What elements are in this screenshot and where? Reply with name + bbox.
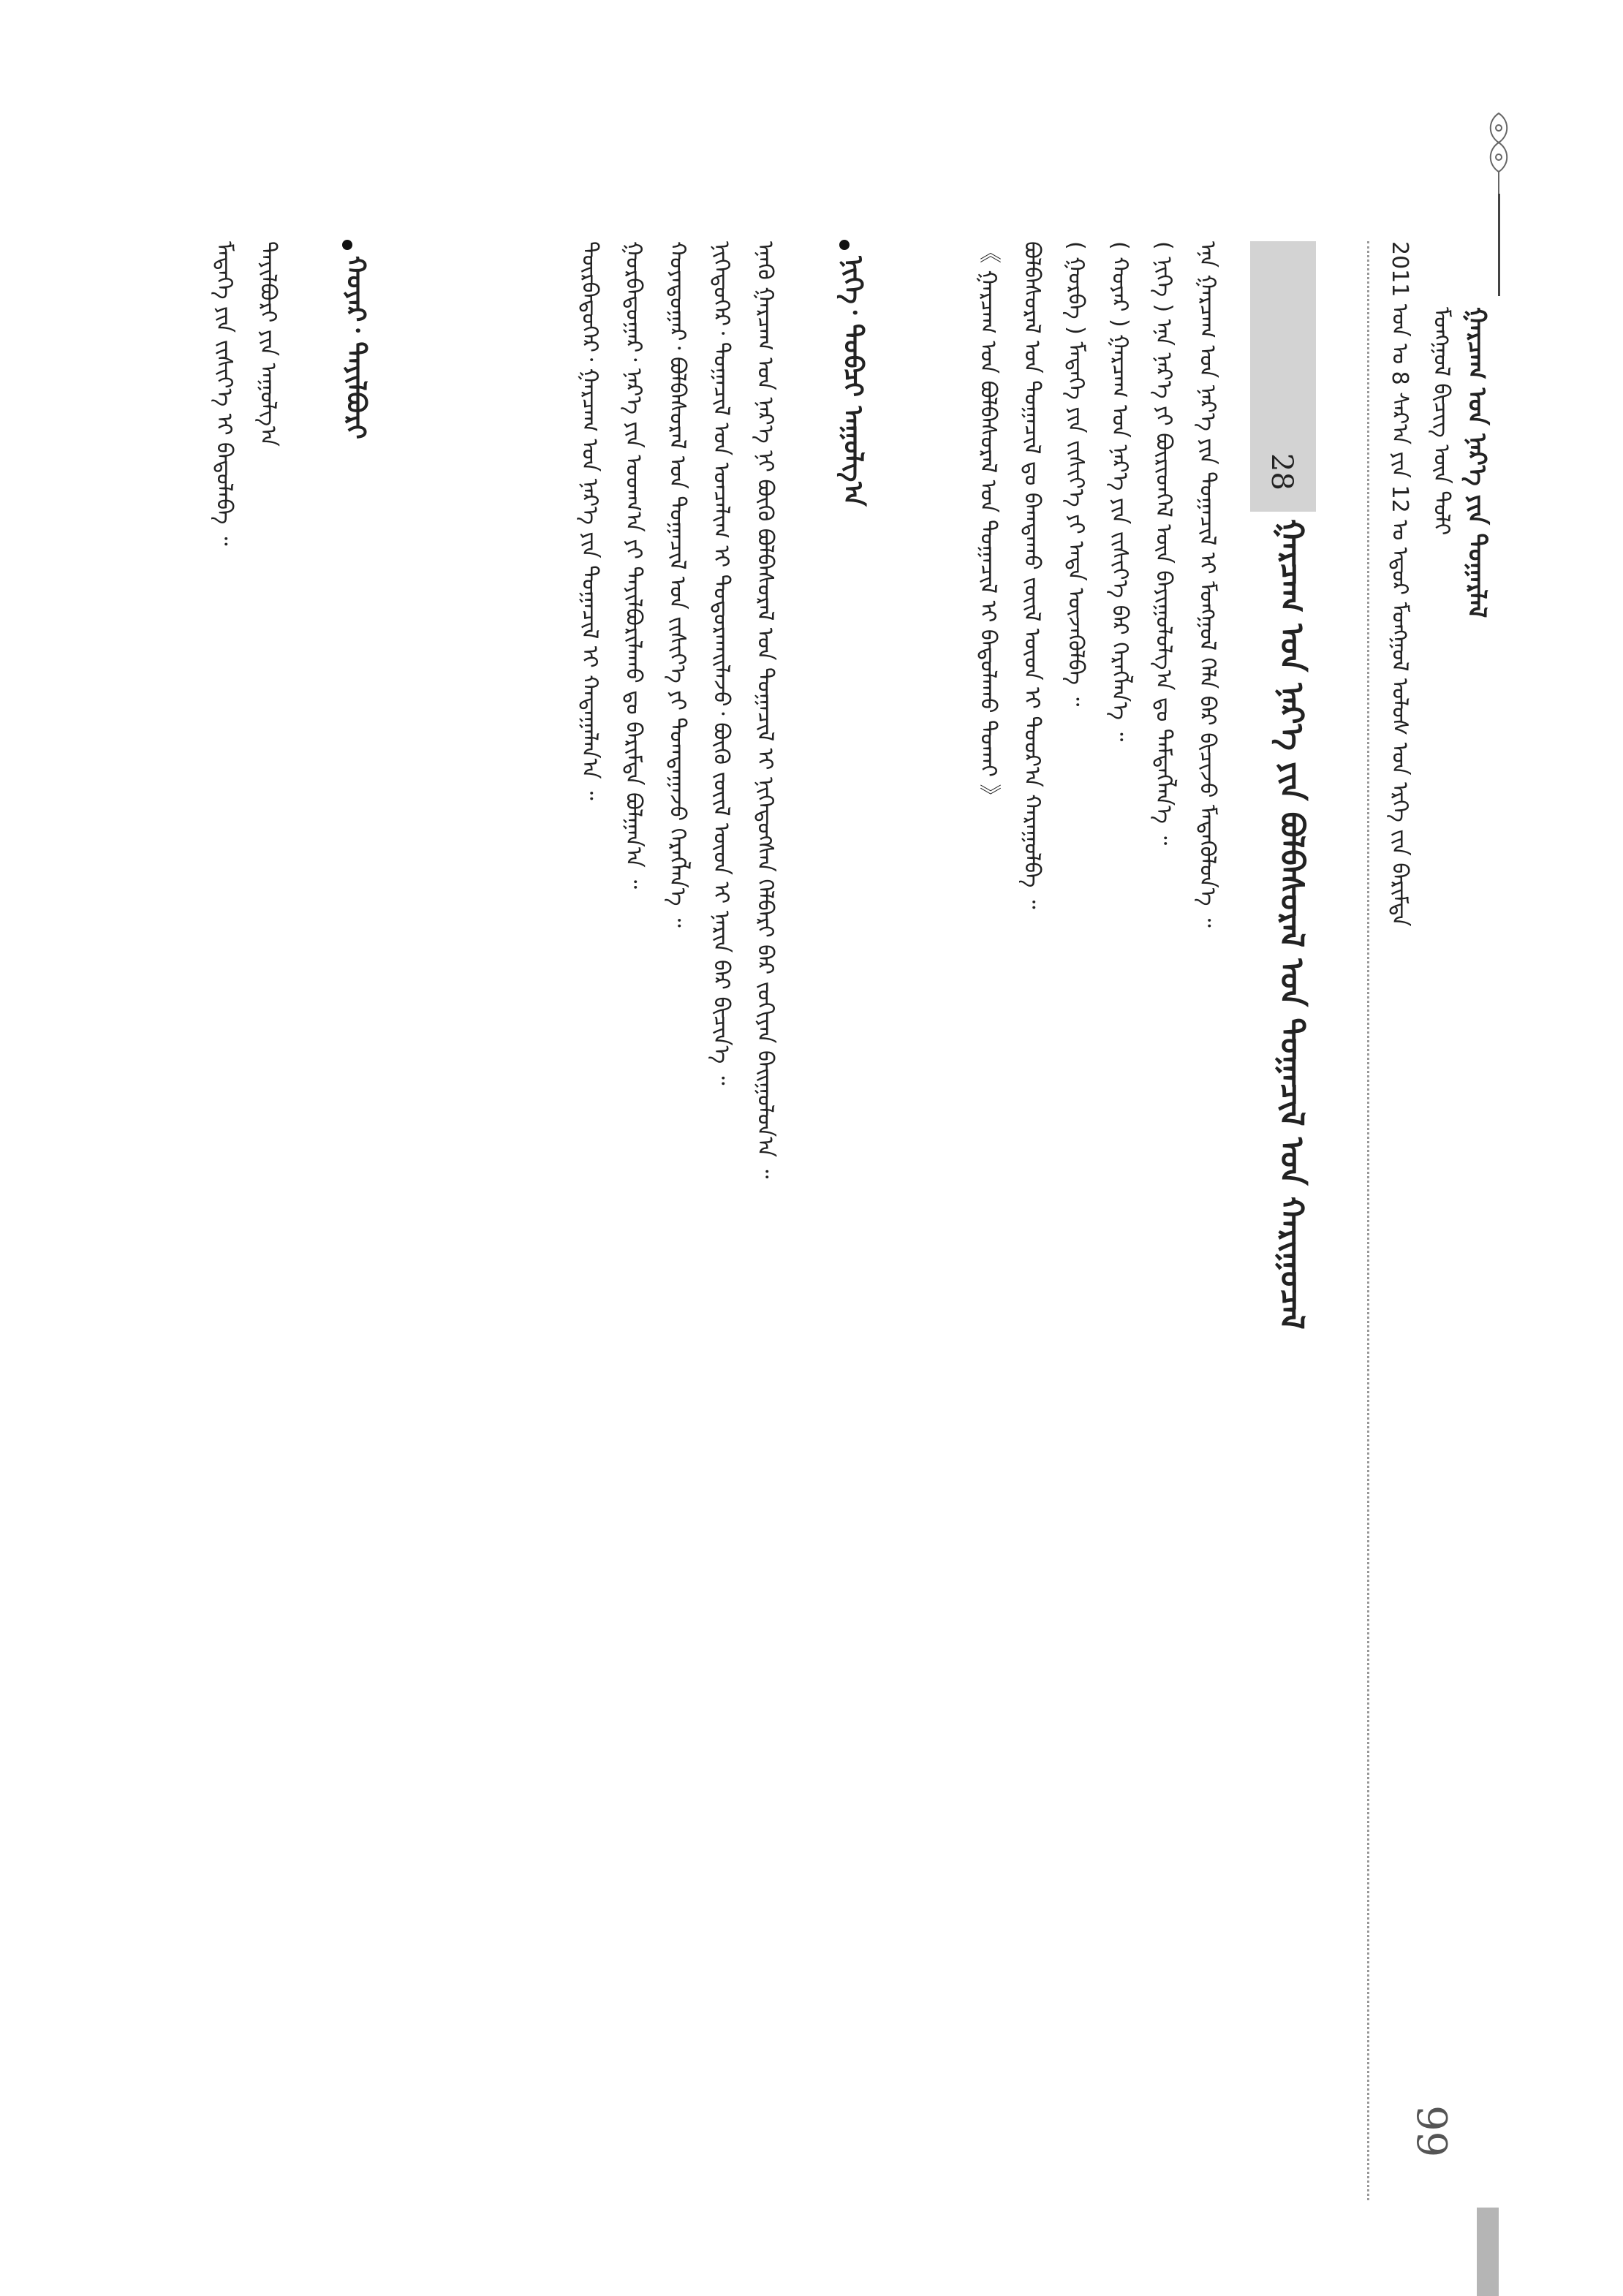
running-subtitle: ᠮᠣᠩᠭᠣᠯ ᠪᠢᠴᠢᠭ᠌ ᠦᠨ ᠲᠣᠯᠢ <box>1429 307 1454 536</box>
intro-line: 《 ᠭᠠᠷᠴᠠᠭ ᠤᠨ ᠪᠣᠯᠪᠠᠰᠤᠷᠠᠯ ᠤᠨ ᠲᠣᠭᠠᠴᠢᠯ ᠢ ᠪᠠᠲᠤᠯᠠᠬᠤ ᠲᠤᠬᠠᠢ 》 <box>975 241 1001 806</box>
paragraph-line: ᠭᠤᠷᠪᠠᠳᠤᠭᠠᠷ᠂ ᠨᠡᠷ᠎ᠡ ᠶᠢᠨ ᠤᠳᠬ᠎ᠠ ᠶᠢ ᠲᠠᠶᠢᠯᠪᠤᠷᠢᠯᠠᠬᠤ ᠳᠤ ᠪᠠᠷᠢᠮᠲᠠ ᠪᠣᠯᠭᠠᠨ᠎ᠠ ᠃ <box>621 241 646 889</box>
page-edge-tab <box>1477 2208 1499 2296</box>
date-line: 2011 ᠣᠨ ᠤ 8 ᠰᠠᠷ᠎ᠠ ᠶᠢᠨ 12 ᠤ ᠡᠳᠦᠷ ᠮᠣᠩᠭᠣᠯ ᠤᠯᠤᠰ ᠤᠨ ᠡᠷᠬᠡ ᠵᠢᠨ ᠪᠠᠷᠢᠮᠲᠠ <box>1387 241 1412 927</box>
paragraph-line: ᠨᠢᠭᠡᠳᠦᠭᠡᠷ᠂ ᠲᠣᠭᠠᠴᠢᠯ ᠤᠨ ᠣᠨᠴᠠᠯᠢᠭ ᠢ ᠲᠣᠳᠣᠷᠬᠠᠢᠯᠠᠵᠤ᠂ ᠪᠦᠬᠦ ᠵᠦᠢᠯ ᠦᠳ ᠢ ᠨᠠᠷᠢᠨ ᠪᠠᠷ ᠪᠢᠴᠢᠨ᠎ᠡ ᠃ <box>708 241 734 1086</box>
paragraph-line: ᠮᠡᠳᠡᠭᠡ ᠶᠢᠨ ᠵᠢᠱᠢᠶ᠎ᠡ ᠢ ᠪᠠᠲᠤᠯᠠᠪᠠ ᠃ <box>211 241 237 546</box>
header-ornament-icon <box>1484 110 1513 197</box>
section-bullet <box>839 240 850 250</box>
intro-line: ( ᠬᠣᠶᠠᠷ ) ᠭᠠᠷᠴᠠᠭ ᠤᠨ ᠨᠡᠷ᠎ᠡ ᠶᠢᠨ ᠵᠢᠱᠢᠶ᠎ᠡ ᠪᠡᠷ ᠬᠡᠷᠡᠭᠯᠡᠨ᠎ᠡ ᠃ <box>1107 241 1132 742</box>
header-rule <box>1498 194 1500 296</box>
intro-line: ( ᠨᠢᠭᠡ ) ᠡᠨᠡ ᠨᠡᠷ᠎ᠡ ᠶᠢ ᠪᠦᠷᠢᠳᠬᠡᠯ ᠦᠨ ᠪᠠᠶᠢᠭᠤᠯᠤᠯᠭ᠎ᠠ ᠳᠤ ᠲᠡᠮᠳᠡᠭᠯᠡᠨ᠎ᠡ ᠃ <box>1151 241 1176 846</box>
intro-line: ᠪᠣᠯᠪᠠᠰᠤᠷᠠᠯ ᠤᠨ ᠲᠣᠭᠠᠴᠢᠯ ᠳᠤ ᠪᠠᠭᠳᠠᠬᠤ ᠵᠦᠢᠯ ᠦᠳ ᠢ ᠳᠣᠣᠷ᠎ᠠ ᠬᠠᠷᠠᠭᠤᠯᠪᠠ ᠃ <box>1019 241 1045 909</box>
intro-line: ( ᠭᠤᠷᠪᠠ ) ᠮᠡᠳᠡᠭᠡ ᠶᠢᠨ ᠵᠢᠱᠢᠶ᠎ᠡ ᠶᠢ ᠡᠨᠳᠡ ᠦᠵᠡᠭᠦᠯᠪᠡ ᠃ <box>1063 241 1089 707</box>
paragraph-line: ᠲᠠᠶᠢᠯᠪᠤᠷᠢ ᠶᠢᠨ ᠠᠭᠤᠯᠭ᠎ᠠ <box>255 241 281 447</box>
article-number: 28 <box>1265 453 1298 490</box>
page-number: 99 <box>1407 2105 1455 2158</box>
running-title: ᠭᠠᠷᠴᠠᠭ ᠤᠨ ᠨᠡᠷ᠎ᠡ ᠶᠢᠨ ᠳᠤᠭᠠᠷᠯᠠᠯ <box>1462 307 1491 618</box>
paragraph-line: ᠡᠨᠡᠬᠦ ᠭᠠᠷᠴᠠᠭ ᠤᠨ ᠨᠡᠷ᠎ᠡ ᠨᠢ ᠪᠦᠬᠦ ᠪᠣᠯᠪᠠᠰᠤᠷᠠᠯ ᠤᠨ ᠲᠣᠭᠠᠴᠢᠯ ᠢ ᠨᠢᠭᠡᠳᠦᠭᠰᠡᠨ ᠬᠡᠯᠪᠡᠷᠢ ᠪᠡᠷ ᠵᠣᠬᠢᠶᠠᠨ ᠪᠠᠢᠭᠤᠯᠤᠨ᠎ᠠ ᠃ <box>752 241 778 1179</box>
header-separator <box>1367 241 1369 2200</box>
section-heading: ᠬᠣᠶᠠᠷ᠂ ᠲᠠᠶᠢᠯᠪᠤᠷᠢ <box>341 256 371 439</box>
paragraph-line: ᠬᠣᠶᠠᠳᠤᠭᠠᠷ᠂ ᠪᠣᠯᠪᠠᠰᠤᠷᠠᠯ ᠤᠨ ᠲᠣᠭᠠᠴᠢᠯ ᠤᠨ ᠵᠢᠱᠢᠶ᠎ᠡ ᠶᠢ ᠲᠣᠭᠲᠠᠭᠠᠵᠤ ᠬᠡᠷᠡᠭᠯᠡᠨ᠎ᠡ ᠃ <box>665 241 690 928</box>
intro-line: ᠡᠨᠡ ᠭᠠᠷᠴᠠᠭ ᠤᠨ ᠨᠡᠷ᠎ᠡ ᠶᠢᠨ ᠲᠣᠭᠠᠴᠢᠯ ᠢ ᠮᠣᠩᠭᠣᠯ ᠬᠡᠯᠡ ᠪᠡᠷ ᠪᠢᠴᠢᠵᠦ ᠮᠡᠳᠡᠭᠦᠯᠦᠨ᠎ᠡ ᠃ <box>1195 241 1220 928</box>
section-heading: ᠨᠢᠭᠡ᠂ ᠲᠣᠪᠴᠢ ᠠᠭᠤᠯᠭ᠎ᠠ <box>838 256 868 507</box>
paragraph-line: ᠳᠥᠷᠪᠡᠳᠦᠭᠡᠷ᠂ ᠭᠠᠷᠴᠠᠭ ᠤᠨ ᠨᠡᠷ᠎ᠡ ᠶᠢᠨ ᠲᠣᠭᠠᠴᠢᠯ ᠢ ᠬᠠᠳᠠᠭᠠᠯᠠᠨ᠎ᠠ ᠃ <box>577 241 602 800</box>
section-bullet <box>342 240 352 250</box>
article-title: ᠭᠠᠷᠴᠠᠭ ᠤᠨ ᠨᠡᠷ᠎ᠡ ᠶᠢᠨ ᠪᠣᠯᠪᠠᠰᠤᠷᠠᠯ ᠤᠨ ᠲᠣᠭᠠᠴᠢᠯ ᠤᠨ ᠬᠠᠷᠢᠭᠤᠴᠠᠯ <box>1273 519 1310 1330</box>
